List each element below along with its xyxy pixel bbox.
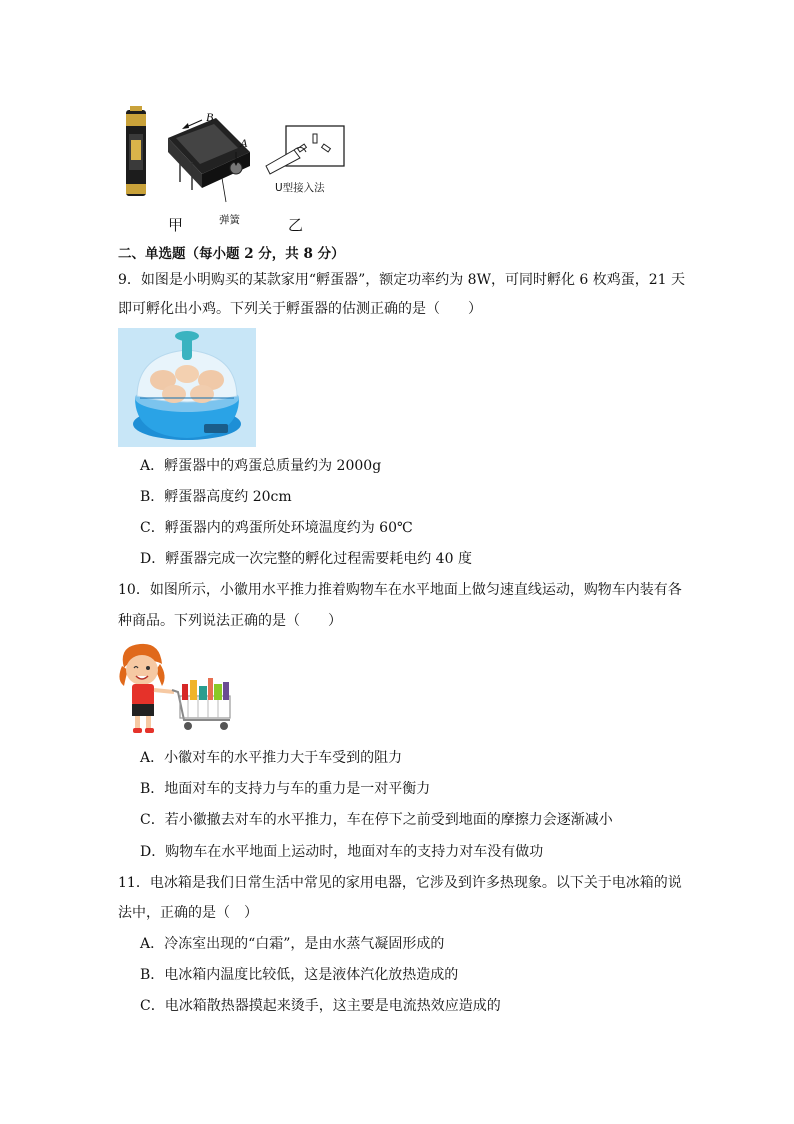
q10-option-c: C．若小徽撤去对车的水平推力，车在停下之前受到地面的摩擦力会逐渐减小 xyxy=(140,812,613,828)
q10-stem-line1: 10．如图所示，小徽用水平推力推着购物车在水平地面上做匀速直线运动，购物车内装有各 xyxy=(118,582,682,598)
label-yi: 乙 xyxy=(288,216,304,234)
q11-option-a: A．冷冻室出现的“白霜”，是由水蒸气凝固形成的 xyxy=(140,936,445,952)
q10-option-b: B．地面对车的支持力与车的重力是一对平衡力 xyxy=(140,781,431,797)
incubator-drawing xyxy=(118,328,256,447)
q11-option-b: B．电冰箱内温度比较低，这是液体汽化放热造成的 xyxy=(140,967,459,983)
section-title: 二、单选题（每小题 2 分，共 8 分） xyxy=(118,246,345,262)
q10-stem-line2: 种商品。下列说法正确的是（ ） xyxy=(118,613,342,629)
q11-stem-line1: 11．电冰箱是我们日常生活中常见的家用电器，它涉及到许多热现象。以下关于电冰箱的说 xyxy=(118,875,682,891)
q9-option-c: C．孵蛋器内的鸡蛋所处环境温度约为 60℃ xyxy=(140,520,413,536)
figure-socket xyxy=(258,122,348,188)
q10-option-d: D．购物车在水平地面上运动时，地面对车的支持力对车没有做功 xyxy=(140,844,544,860)
q9-option-a: A．孵蛋器中的鸡蛋总质量约为 2000g xyxy=(140,458,382,474)
q11-option-c: C．电冰箱散热器摸起来烫手，这主要是电流热效应造成的 xyxy=(140,998,501,1014)
girl-cart-drawing xyxy=(118,640,236,736)
label-jia: 甲 xyxy=(168,216,184,234)
shopping-cart-image xyxy=(118,640,236,736)
q11-stem-line2: 法中，正确的是（ ） xyxy=(118,905,258,921)
label-b: B xyxy=(206,110,214,124)
q9-stem-line2: 即可孵化出小鸡。下列关于孵蛋器的估测正确的是（ ） xyxy=(118,301,482,317)
label-a: A xyxy=(240,136,248,150)
label-u-method: U型接入法 xyxy=(275,182,325,194)
q10-option-a: A．小徽对车的水平推力大于车受到的阻力 xyxy=(140,750,403,766)
q9-option-b: B．孵蛋器高度约 20cm xyxy=(140,489,292,505)
socket-drawing xyxy=(258,122,348,188)
label-spring: 弹簧 xyxy=(219,214,240,226)
q9-option-d: D．孵蛋器完成一次完整的孵化过程需要耗电约 40 度 xyxy=(140,551,472,567)
incubator-image xyxy=(118,328,256,447)
q9-stem-line1: 9．如图是小明购买的某款家用“孵蛋器”，额定功率约为 8W，可同时孵化 6 枚鸡蛋，21 天 xyxy=(118,272,686,288)
